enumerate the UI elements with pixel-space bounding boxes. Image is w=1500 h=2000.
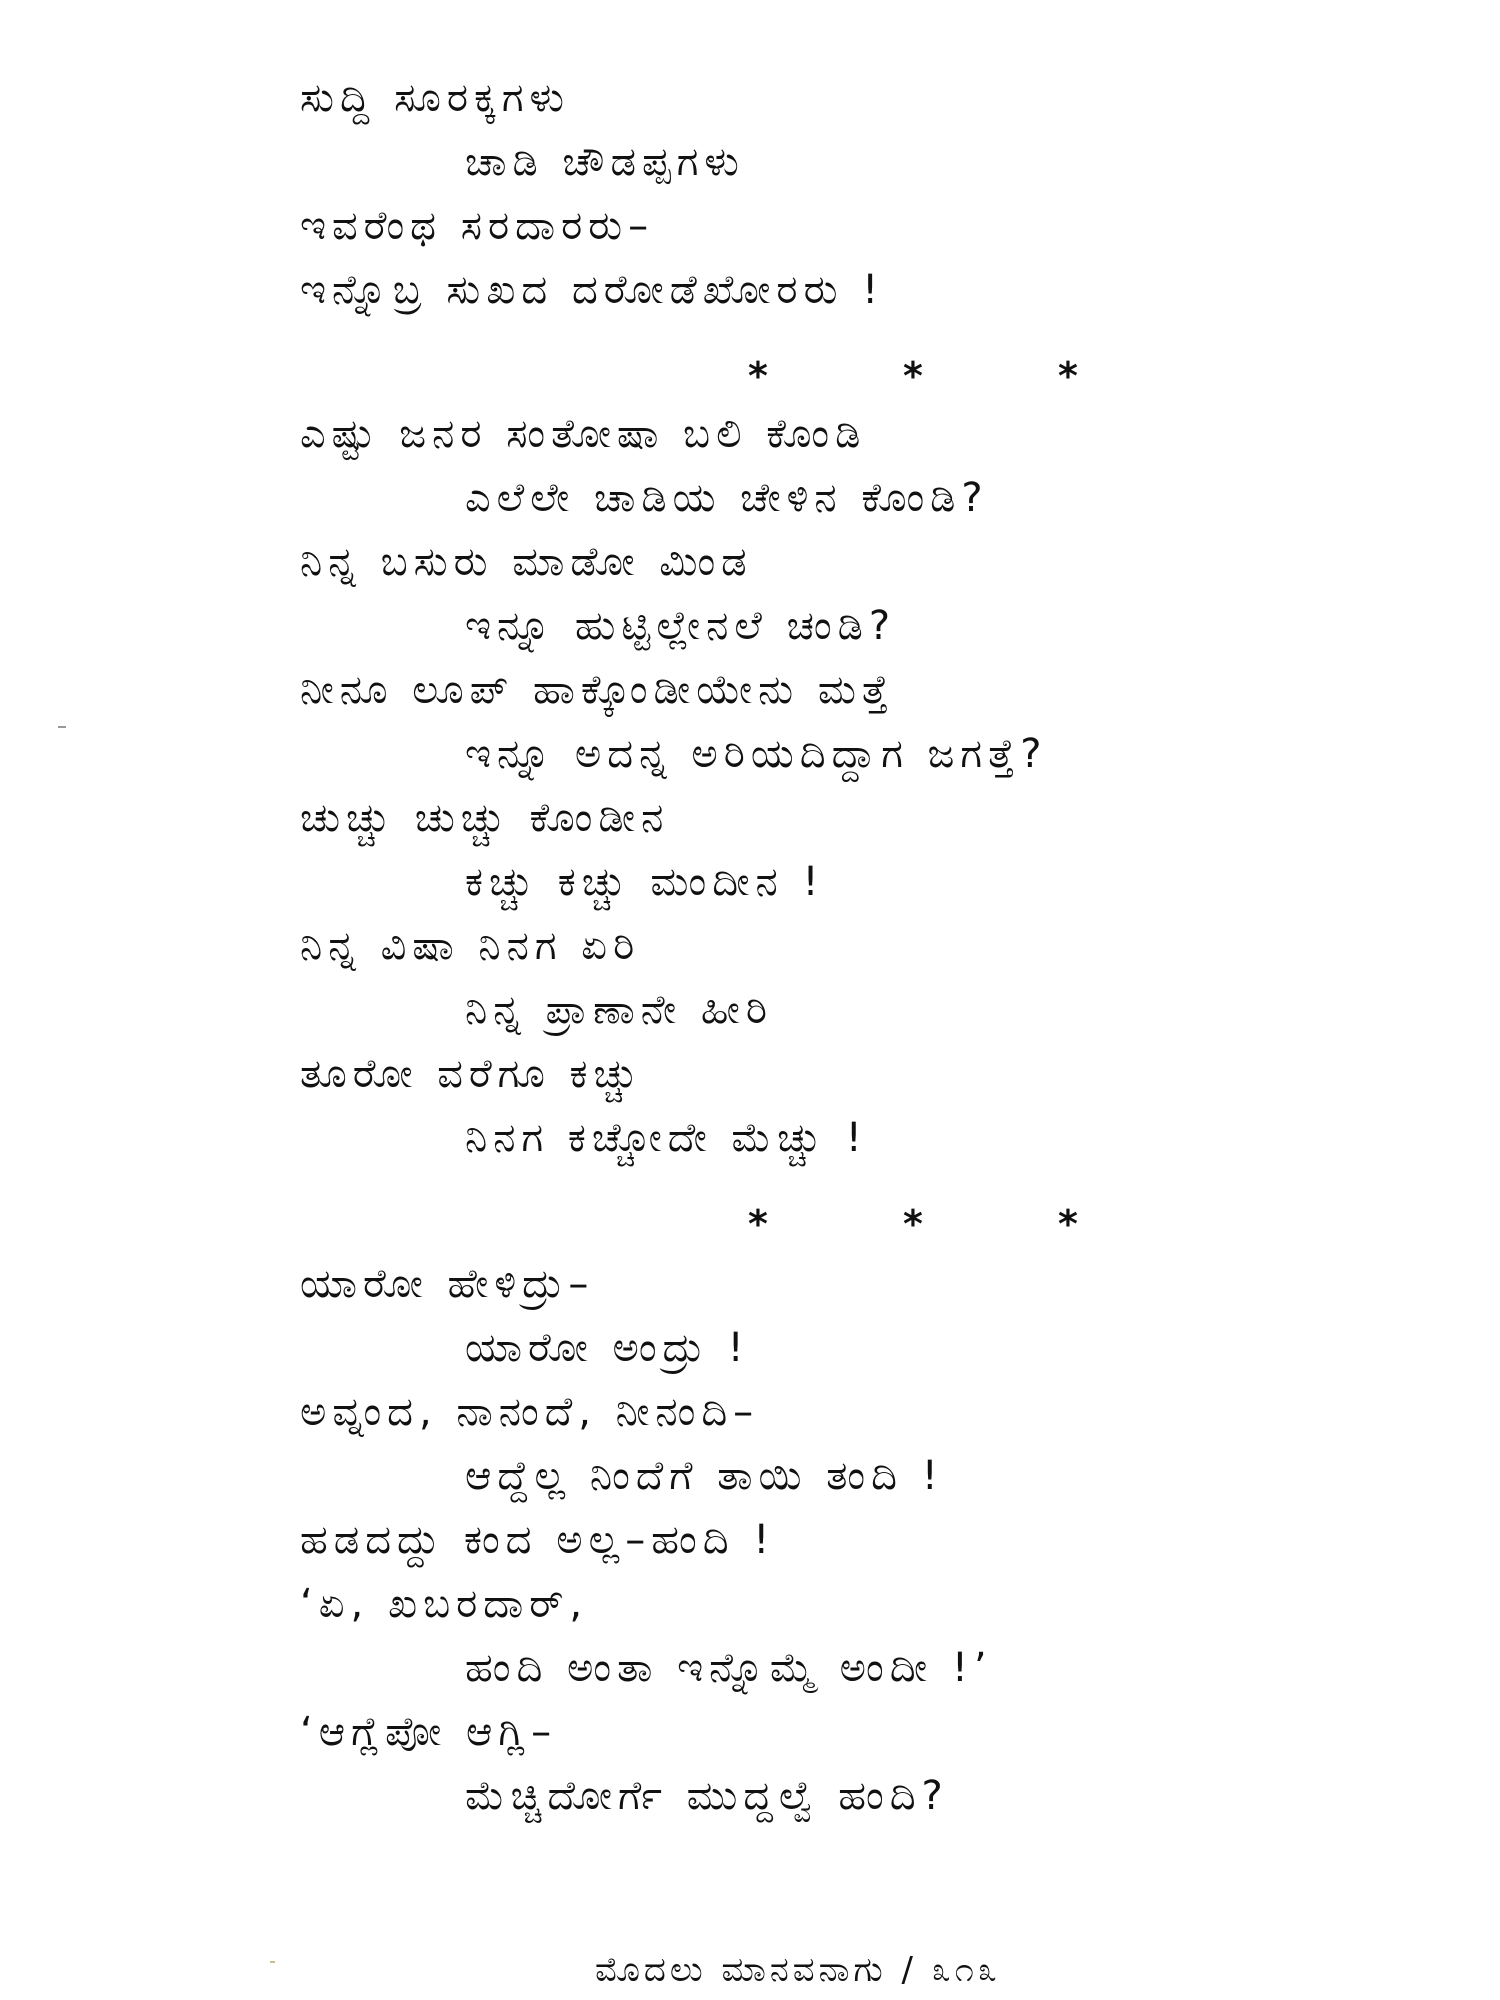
poem-line: ತೂರೋ ವರೆಗೂ ಕಚ್ಚು: [300, 1051, 644, 1097]
poem-line: ಸುದ್ದಿ ಸೂರಕ್ಕಗಳು: [300, 75, 570, 121]
poem-line: ಕಚ್ಚು ಕಚ್ಚು ಮಂದೀನ !: [465, 859, 825, 905]
poem-line: ಅವ್ನಂದ, ನಾನಂದೆ, ನೀನಂದಿ–: [300, 1389, 760, 1435]
stanza-divider: [0, 356, 1500, 396]
divider-star: *: [748, 1202, 768, 1246]
poem-line: ನಿನಗ ಕಚ್ಚೋದೇ ಮೆಚ್ಚು !: [465, 1115, 868, 1161]
scan-speck: [58, 726, 66, 728]
divider-star: *: [1058, 354, 1078, 398]
poem-line: ನಿನ್ನ ಪ್ರಾಣಾನೇ ಹೀರಿ: [465, 987, 773, 1033]
divider-star: *: [748, 354, 768, 398]
poem-line: ‘ಏ, ಖಬರದಾರ್,: [300, 1581, 589, 1627]
poem-line: ನಿನ್ನ ಬಸುರು ಮಾಡೋ ಮಿಂಡ: [300, 539, 753, 585]
poem-line: ಹಂದಿ ಅಂತಾ ಇನ್ನೊಮ್ಮೆ ಅಂದೀ !’: [465, 1645, 993, 1691]
poem-line: ‘ಆಗ್ಲೆಪೋ ಆಗ್ಲಿ–: [300, 1709, 558, 1755]
page-footer: ಮೊದಲು ಮಾನವನಾಗು / ೩೧೩: [595, 1950, 1001, 1990]
poem-line: ಆದ್ದೆಲ್ಲ ನಿಂದೆಗೆ ತಾಯಿ ತಂದಿ !: [465, 1453, 944, 1499]
stanza-divider: [0, 1204, 1500, 1244]
poem-line: ಮೆಚ್ಚಿದೋರ್ಗೆ ಮುದ್ದಲ್ವೆ ಹಂದಿ?: [465, 1773, 949, 1819]
divider-star: *: [903, 354, 923, 398]
poem-line: ಎಷ್ಟು ಜನರ ಸಂತೋಷಾ ಬಲಿ ಕೊಂಡಿ: [300, 411, 867, 457]
divider-star: *: [1058, 1202, 1078, 1246]
poem-line: ಇನ್ನೊಬ್ರ ಸುಖದ ದರೋಡೆಖೋರರು !: [300, 267, 885, 313]
poem-line: ಹಡದದ್ದು ಕಂದ ಅಲ್ಲ–ಹಂದಿ !: [300, 1517, 776, 1563]
poem-line: ಇನ್ನೂ ಹುಟ್ಟಿಲ್ಲೇನಲೆ ಚಂಡಿ?: [465, 603, 897, 649]
poem-line: ನೀನೂ ಲೂಪ್ ಹಾಕ್ಕೊಂಡೀಯೇನು ಮತ್ತೆ: [300, 667, 895, 713]
poem-line: ಯಾರೋ ಹೇಳಿದ್ರು–: [300, 1261, 595, 1307]
poem-line: ನಿನ್ನ ವಿಷಾ ನಿನಗ ಏರಿ: [300, 923, 641, 969]
poem-line: ಚುಚ್ಚು ಚುಚ್ಚು ಕೊಂಡೀನ: [300, 795, 670, 841]
poem-line: ಯಾರೋ ಅಂದ್ರು !: [465, 1325, 750, 1371]
poem-line: ಇವರೆಂಥ ಸರದಾರರು–: [300, 203, 655, 249]
poem-line: ಚಾಡಿ ಚೌಡಪ್ಪಗಳು: [465, 139, 745, 185]
poem-line: ಎಲೆಲೇ ಚಾಡಿಯ ಚೇಳಿನ ಕೊಂಡಿ?: [465, 475, 989, 521]
divider-star: *: [903, 1202, 923, 1246]
scan-speck: [270, 1961, 275, 1963]
poem-line: ಇನ್ನೂ ಅದನ್ನ ಅರಿಯದಿದ್ದಾಗ ಜಗತ್ತೆ?: [465, 731, 1048, 777]
